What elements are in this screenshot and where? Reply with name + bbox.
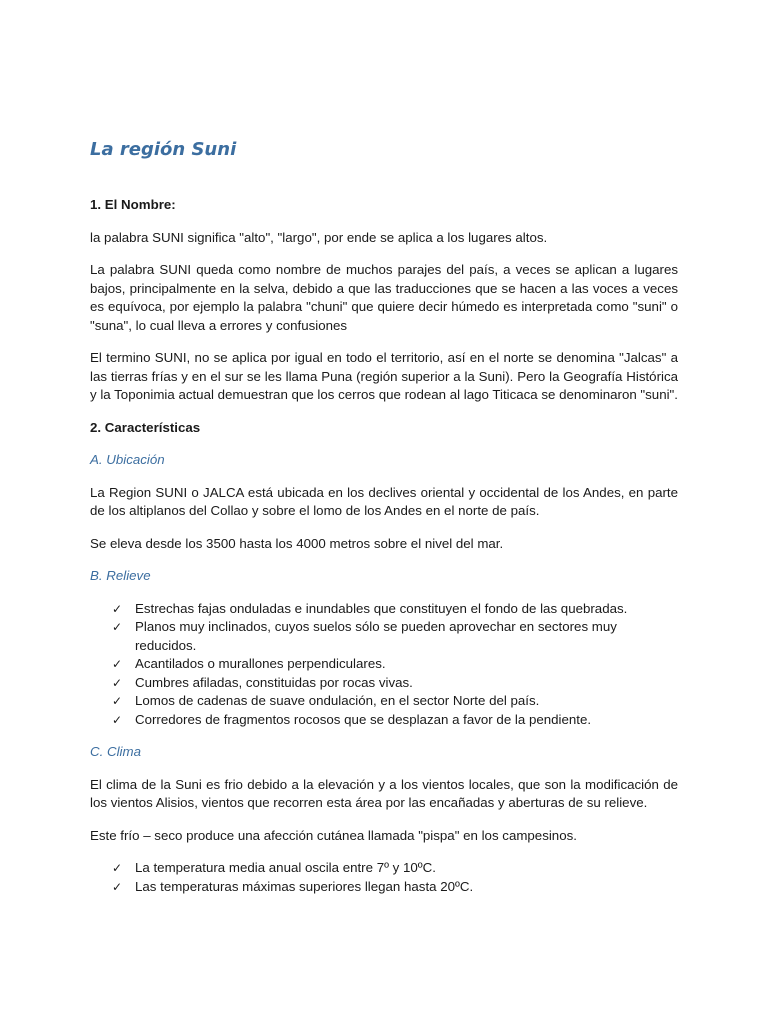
list-item-text: Corredores de fragmentos rocosos que se desplazan a favor de la pendiente. (135, 711, 592, 727)
list-item (112, 655, 678, 674)
subheading-clima: C. Clima (90, 744, 141, 759)
clima-checklist (90, 859, 678, 896)
checkmark-icon: ✓ (112, 675, 123, 690)
paragraph: la palabra SUNI significa "alto", "largo", por ende se aplica a los lugares altos. (90, 229, 548, 245)
list-item (112, 618, 678, 655)
checkmark-icon: ✓ (112, 694, 123, 708)
list-item-text: La temperatura media anual oscila entre 7º y 10ºC. (135, 860, 436, 875)
paragraph: Se eleva desde los 3500 hasta los 4000 metros sobre el nivel del mar. (90, 535, 504, 551)
paragraph: El clima de la Suni es frio debido a la elevación y a los vientos locales, que son la modificación de los vientos Alisios, vientos que recorren esta área por las encañadas y aberturas de su relieve. (90, 776, 678, 810)
page-title: La región Suni (90, 139, 237, 160)
subheading-ubicacion: A. Ubicación (90, 452, 165, 467)
subheading-relieve: B. Relieve (90, 568, 151, 583)
document-body (90, 196, 678, 910)
list-item-text: Cumbres afiladas, constituidas por rocas vivas. (135, 674, 413, 690)
list-item (112, 711, 678, 730)
section-heading-nombre: 1. El Nombre: (90, 197, 176, 212)
list-item-text: Las temperaturas máximas superiores llegan hasta 20ºC. (135, 878, 474, 894)
checkmark-icon: ✓ (112, 861, 123, 875)
list-item (112, 674, 678, 693)
section-heading-caracteristicas: 2. Características (90, 419, 201, 435)
checkmark-icon: ✓ (112, 601, 123, 616)
list-item-text: Acantilados o murallones perpendiculares. (135, 656, 386, 671)
checkmark-icon: ✓ (112, 712, 123, 727)
checkmark-icon: ✓ (112, 620, 123, 634)
list-item-text: Estrechas fajas onduladas e inundables que constituyen el fondo de las quebradas. (135, 600, 628, 616)
paragraph: La palabra SUNI queda como nombre de muchos parajes del país, a veces se aplican a lugares bajos, principalmente en la selva, debido a que las traducciones que se hacen a las voces a veces es equívoca, por ejemplo la palabra "chuni" que quiere decir húmedo es interpretada como "suni" o "suna", lo cual lleva a errores y confusiones (90, 262, 678, 333)
paragraph: La Region SUNI o JALCA está ubicada en los declives oriental y occidental de los Andes, en parte de los altiplanos del Collao y sobre el lomo de los Andes en el norte de país. (90, 484, 678, 518)
document-page (90, 0, 678, 1024)
paragraph: El termino SUNI, no se aplica por igual en todo el territorio, así en el norte se denomina "Jalcas" a las tierras frías y en el sur se les llama Puna (región superior a la Suni). Pero la Geografía Histórica y la Toponimia actual demuestran que los cerros que rodean al lago Titicaca se denominaron "suni". (90, 350, 678, 402)
checkmark-icon: ✓ (112, 657, 123, 671)
paragraph: Este frío – seco produce una afección cutánea llamada "pispa" en los campesinos. (90, 827, 577, 843)
list-item (112, 859, 678, 878)
list-item-text: Lomos de cadenas de suave ondulación, en el sector Norte del país. (135, 693, 540, 708)
list-item (112, 600, 678, 619)
checkmark-icon: ✓ (112, 879, 123, 894)
relieve-checklist (90, 600, 678, 730)
list-item (112, 878, 678, 897)
list-item (112, 692, 678, 711)
list-item-text: Planos muy inclinados, cuyos suelos sólo se pueden aprovechar en sectores muy reducidos. (135, 619, 617, 653)
